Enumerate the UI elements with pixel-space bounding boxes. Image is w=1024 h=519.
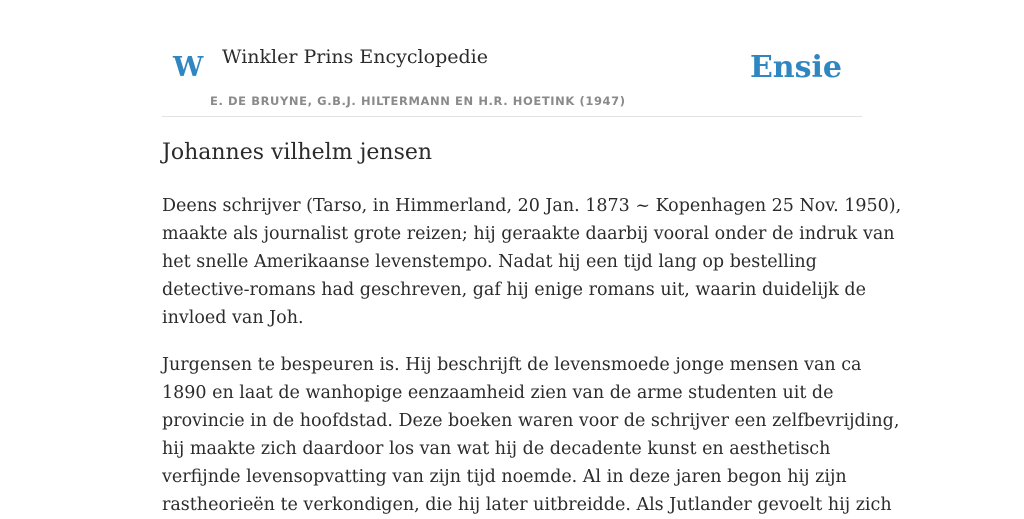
paragraph-line: 1890 en laat de wanhopige eenzaamheid zien van de arme studenten uit de	[162, 383, 834, 403]
paragraph-line: hij maakte zich daardoor los van wat hij de decadente kunst en aesthetisch	[162, 439, 831, 459]
ensie-brand-logo[interactable]: Ensie	[749, 50, 842, 85]
paragraph-line: verfijnde levensopvatting van zijn tijd noemde. Al in deze jaren begon hij zijn	[162, 467, 847, 487]
site-logo[interactable]: W	[173, 52, 204, 83]
article-title: Johannes vilhelm jensen	[162, 140, 433, 165]
source-authors: E. DE BRUYNE, G.B.J. HILTERMANN EN H.R. HOETINK (1947)	[210, 94, 626, 108]
article-paragraph	[162, 192, 902, 332]
paragraph-line: Deens schrijver (Tarso, in Himmerland, 20 Jan. 1873 ~ Kopenhagen 25 Nov. 1950),	[162, 196, 902, 216]
paragraph-line: provincie in de hoofdstad. Deze boeken waren voor de schrijver een zelfbevrijding,	[162, 411, 900, 431]
site-header	[162, 0, 862, 117]
paragraph-line: invloed van Joh.	[162, 308, 304, 328]
paragraph-line: detective-romans had geschreven, gaf hij enige romans uit, waarin duidelijk de	[162, 280, 866, 300]
paragraph-line: rastheorieën te verkondigen, die hij later uitbreidde. Als Jutlander gevoelt hij zich	[162, 495, 892, 515]
site-title-link[interactable]: Winkler Prins Encyclopedie	[222, 46, 488, 68]
paragraph-line: Jurgensen te bespeuren is. Hij beschrijft de levensmoede jonge mensen van ca	[162, 355, 862, 375]
paragraph-line: het snelle Amerikaanse levenstempo. Nadat hij een tijd lang op bestelling	[162, 252, 817, 272]
paragraph-line: maakte als journalist grote reizen; hij geraakte daarbij vooral onder de indruk van	[162, 224, 895, 244]
article-paragraph	[162, 351, 900, 519]
